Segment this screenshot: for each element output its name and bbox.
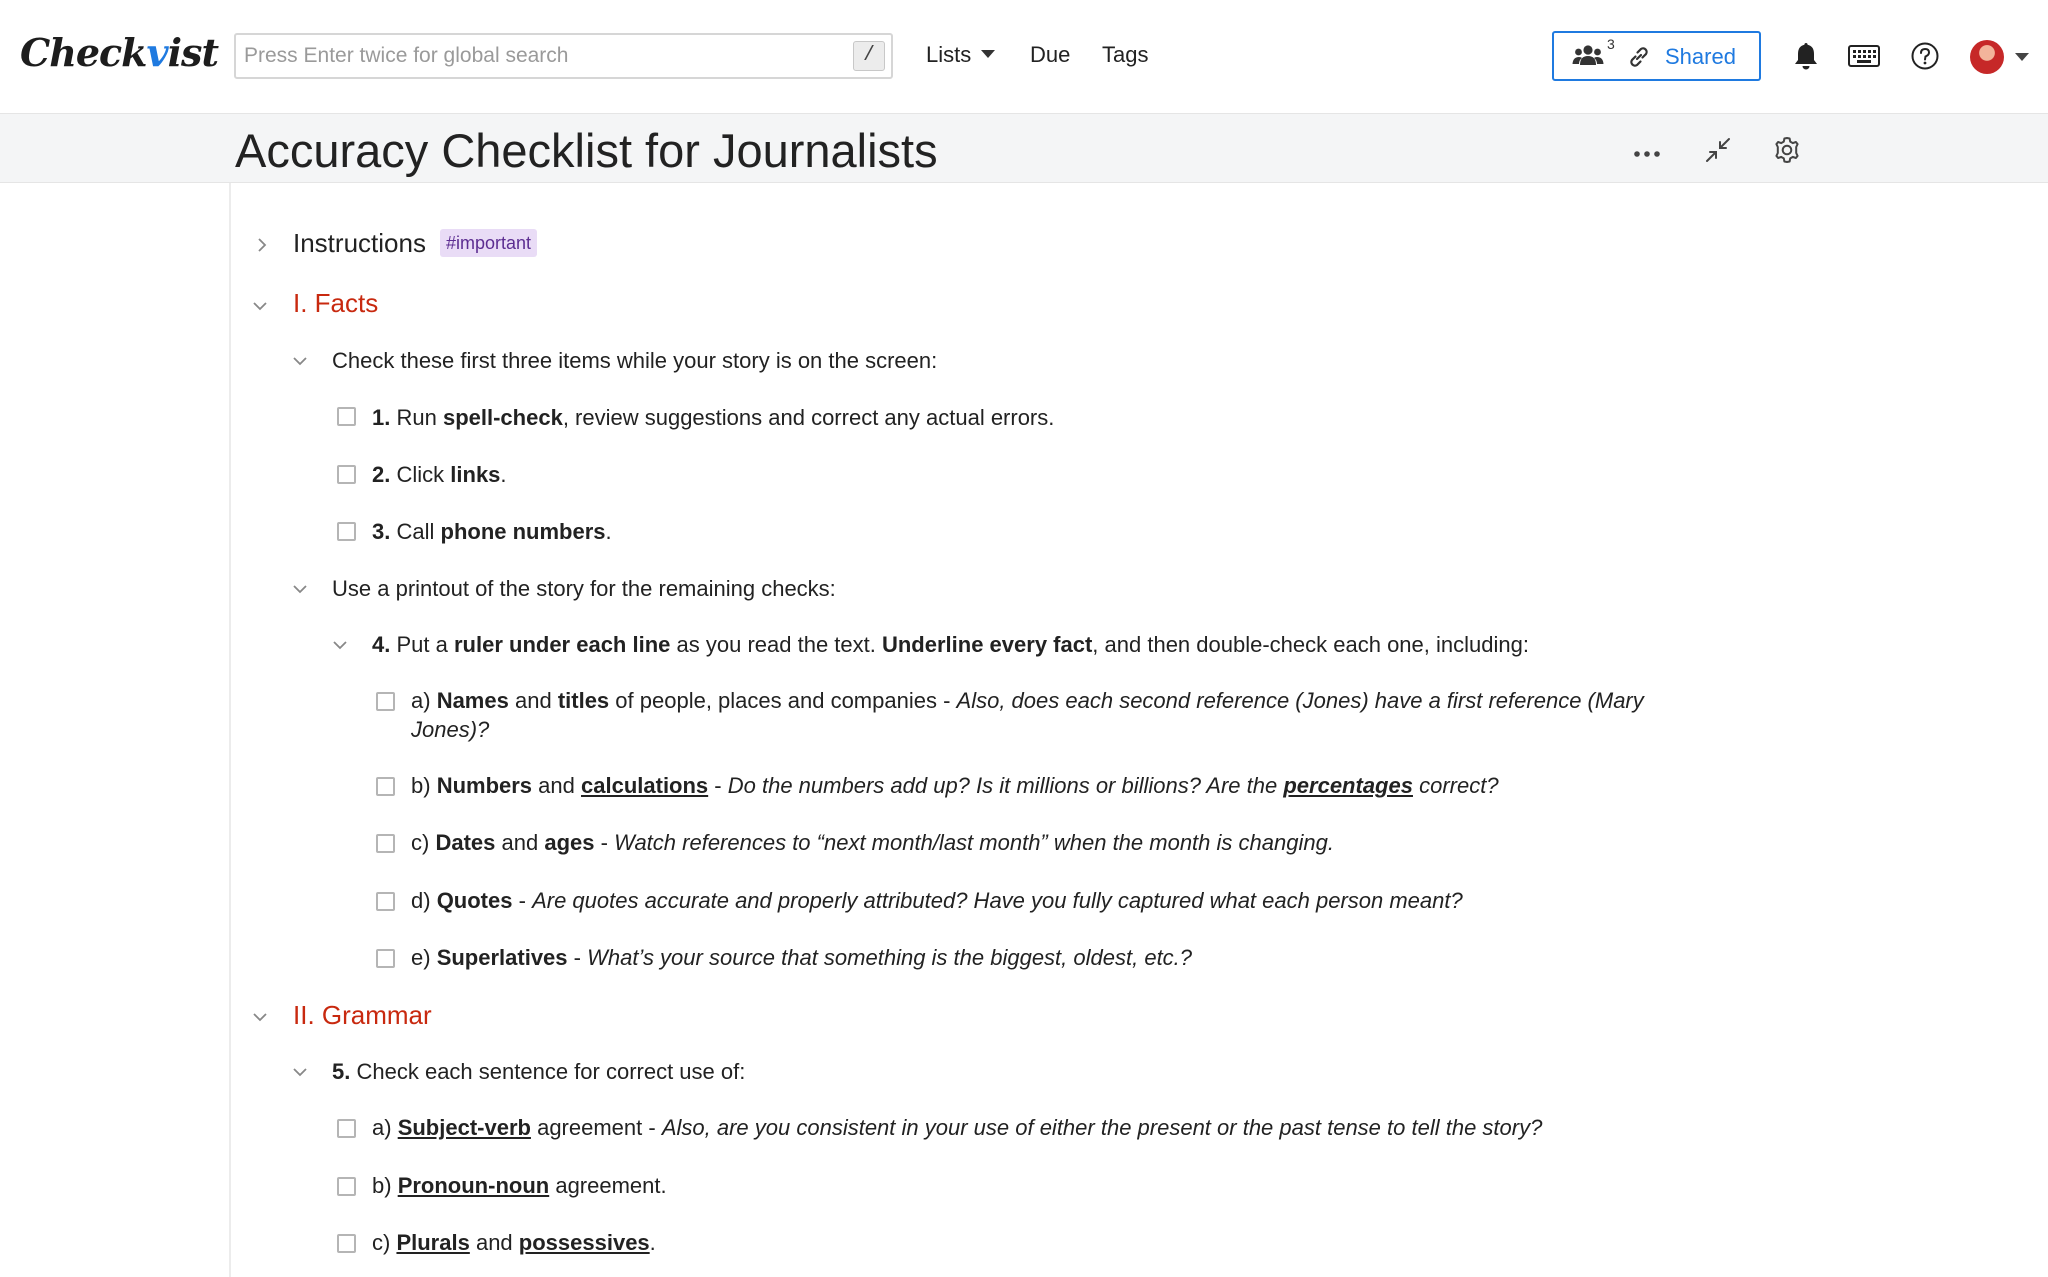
chevron-down-icon [981, 50, 995, 58]
title-bar [0, 113, 2048, 183]
list-item-phone-numbers[interactable]: 3. Call phone numbers. [372, 519, 612, 544]
checkbox[interactable] [376, 834, 395, 853]
chevron-down-icon[interactable] [292, 582, 308, 596]
search-input[interactable] [244, 35, 844, 77]
help-icon[interactable] [1910, 41, 1940, 76]
checkvist-logo[interactable]: Checkvist [20, 30, 218, 75]
checkbox[interactable] [376, 692, 395, 711]
checkbox[interactable] [376, 777, 395, 796]
chevron-down-icon[interactable] [332, 638, 348, 652]
collapse-icon[interactable] [1704, 136, 1732, 169]
shared-button[interactable] [1552, 31, 1761, 81]
list-item-links[interactable]: 2. Click links. [372, 462, 507, 487]
section-heading-facts[interactable]: I. Facts [293, 288, 379, 318]
page-title: Accuracy Checklist for Journalists [235, 124, 938, 177]
checkbox[interactable] [376, 892, 395, 911]
checkbox[interactable] [337, 522, 356, 541]
due-link[interactable]: Due [1030, 42, 1071, 67]
list-item-pronoun-noun[interactable]: b) Pronoun-noun agreement. [372, 1173, 667, 1198]
avatar[interactable] [1970, 40, 2004, 74]
checkbox[interactable] [376, 949, 395, 968]
list-item-names-titles[interactable]: a) Names and titles of people, places and companies - Also, does each second reference (Jones) have a first reference (Mary Jones)? [411, 688, 1644, 742]
content-divider [229, 183, 231, 1277]
link-icon [1626, 44, 1652, 75]
search-shortcut-key: / [853, 41, 885, 71]
checkbox[interactable] [337, 407, 356, 426]
list-item-sentence-check[interactable]: 5. Check each sentence for correct use of: [332, 1059, 746, 1084]
chevron-down-icon[interactable] [292, 1065, 308, 1079]
list-item-printout[interactable]: Use a printout of the story for the remaining checks: [332, 576, 836, 601]
chevron-down-icon[interactable] [292, 354, 308, 368]
shared-count: 3 [1607, 36, 1615, 52]
list-item-numbers-calculations[interactable]: b) Numbers and calculations - Do the numbers add up? Is it millions or billions? Are the percentages correct? [411, 773, 1499, 798]
list-item-ruler[interactable]: 4. Put a ruler under each line as you read the text. Underline every fact, and then double-check each one, including: [372, 632, 1529, 657]
more-icon[interactable] [1633, 145, 1661, 163]
top-navigation-bar [0, 0, 2048, 113]
list-item-facts-intro[interactable]: Check these first three items while your story is on the screen: [332, 348, 938, 373]
checkbox[interactable] [337, 1177, 356, 1196]
list-item-superlatives[interactable]: e) Superlatives - What’s your source that something is the biggest, oldest, etc.? [411, 945, 1193, 970]
list-item-instructions[interactable]: Instructions #important [293, 229, 537, 258]
bell-icon[interactable] [1792, 41, 1820, 76]
keyboard-icon[interactable] [1848, 45, 1880, 72]
list-item-subject-verb[interactable]: a) Subject-verb agreement - Also, are you consistent in your use of either the present or the past tense to tell the story? [372, 1115, 1543, 1140]
chevron-down-icon[interactable] [252, 1010, 268, 1024]
gear-icon[interactable] [1773, 136, 1801, 169]
checkbox[interactable] [337, 1119, 356, 1138]
list-item-spell-check[interactable]: 1. Run spell-check, review suggestions and correct any actual errors. [372, 405, 1055, 430]
chevron-right-icon[interactable] [255, 237, 269, 253]
checkbox[interactable] [337, 465, 356, 484]
checkbox[interactable] [337, 1234, 356, 1253]
chevron-down-icon[interactable] [252, 299, 268, 313]
tags-link[interactable]: Tags [1102, 42, 1149, 67]
tag-important[interactable]: #important [440, 229, 537, 257]
list-item-dates-ages[interactable]: c) Dates and ages - Watch references to “next month/last month” when the month is changing. [411, 830, 1334, 855]
search-box [234, 33, 893, 79]
list-item-quotes[interactable]: d) Quotes - Are quotes accurate and properly attributed? Have you fully captured what each person meant? [411, 888, 1463, 913]
people-icon [1572, 44, 1604, 73]
chevron-down-icon[interactable] [2015, 53, 2029, 61]
list-item-plurals-possessives[interactable]: c) Plurals and possessives. [372, 1230, 656, 1255]
section-heading-grammar[interactable]: II. Grammar [293, 1000, 432, 1030]
shared-label: Shared [1665, 44, 1736, 69]
lists-menu[interactable]: Lists [926, 42, 995, 68]
